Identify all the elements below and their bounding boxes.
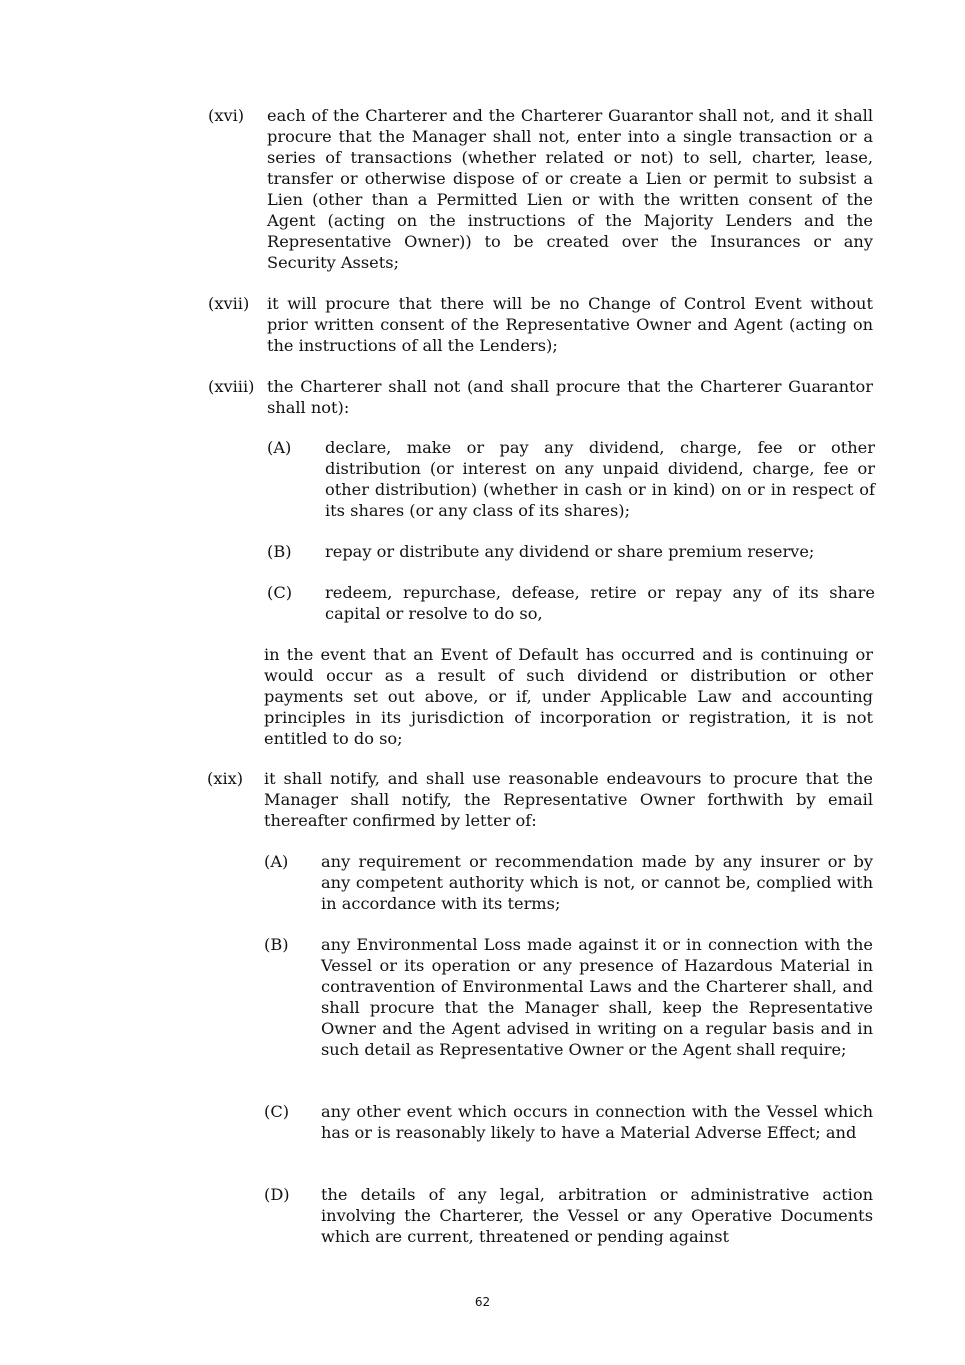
- clause-xvii: [208, 293, 873, 356]
- subclause-label: (C): [264, 1102, 290, 1121]
- subclause-text: repay or distribute any dividend or share premium reserve;: [325, 542, 815, 561]
- clause-xviii: [208, 376, 873, 418]
- clause-label: (xviii): [208, 377, 255, 396]
- subclause-label: (B): [267, 542, 292, 561]
- subclause-label: (C): [267, 583, 293, 602]
- clause-xvi: [208, 105, 873, 273]
- page-number: 62: [474, 1295, 491, 1309]
- subclause-label: (A): [267, 438, 292, 457]
- subclause-xviii-a: [267, 437, 875, 521]
- clause-label: (xvii): [208, 294, 250, 313]
- clause-text: it will procure that there will be no Change of Control Event without prior written consent of the Representative Owner and Agent (acting on the instructions of all the Lenders);: [267, 294, 873, 355]
- subclause-text: any requirement or recommendation made by any insurer or by any competent authority which is not, or cannot be, complied with in accordance with its terms;: [321, 852, 873, 913]
- subclause-label: (A): [264, 852, 289, 871]
- subclause-label: (B): [264, 935, 289, 954]
- subclause-xix-b: [264, 934, 873, 1060]
- clause-text: it shall notify, and shall use reasonable endeavours to procure that the Manager shall notify, the Representative Owner forthwith by email thereafter confirmed by letter of:: [264, 769, 873, 830]
- clause-label: (xvi): [208, 106, 245, 125]
- subclause-text: any Environmental Loss made against it or in connection with the Vessel or its operation or any presence of Hazardous Material in contravention of Environmental Laws and the Charterer shall, and shall procure that the Manager shall, keep the Representative Owner and the Agent advised in writing on a regular basis and in such detail as Representative Owner or the Agent shall require;: [321, 935, 873, 1059]
- clause-xviii-continuation: in the event that an Event of Default has occurred and is continuing or would occur as a result of such dividend or distribution or other payments set out above, or if, under Applicable Law and accounting principles in its jurisdiction of incorporation or registration, it is not entitled to do so;: [264, 645, 873, 748]
- clause-text: the Charterer shall not (and shall procure that the Charterer Guarantor shall not):: [267, 377, 873, 417]
- subclause-xix-c: [264, 1101, 873, 1143]
- subclause-xviii-b: [267, 541, 875, 562]
- clause-text: each of the Charterer and the Charterer Guarantor shall not, and it shall procure that the Manager shall not, enter into a single transaction or a series of transactions (whether related or not) to sell, charter, lease, transfer or otherwise dispose of or create a Lien or permit to subsist a Lien (other than a Permitted Lien or with the written consent of the Agent (acting on the instructions of the Majority Lenders and the Representative Owner)) to be created over the Insurances or any Security Assets;: [267, 106, 873, 272]
- subclause-xix-a: [264, 851, 873, 914]
- subclause-text: any other event which occurs in connection with the Vessel which has or is reasonably likely to have a Material Adverse Effect; and: [321, 1102, 873, 1142]
- clause-label: (xix): [207, 769, 244, 788]
- subclause-label: (D): [264, 1185, 290, 1204]
- subclause-text: the details of any legal, arbitration or administrative action involving the Charterer, the Vessel or any Operative Documents which are current, threatened or pending against: [321, 1185, 873, 1246]
- subclause-text: redeem, repurchase, defease, retire or repay any of its share capital or resolve to do so,: [325, 583, 875, 623]
- subclause-xix-d: [264, 1184, 873, 1247]
- subclause-xviii-c: [267, 582, 875, 624]
- clause-xix: [207, 768, 873, 831]
- subclause-text: declare, make or pay any dividend, charge, fee or other distribution (or interest on any unpaid dividend, charge, fee or other distribution) (whether in cash or in kind) on or in respect of its shares (or any class of its shares);: [325, 438, 875, 520]
